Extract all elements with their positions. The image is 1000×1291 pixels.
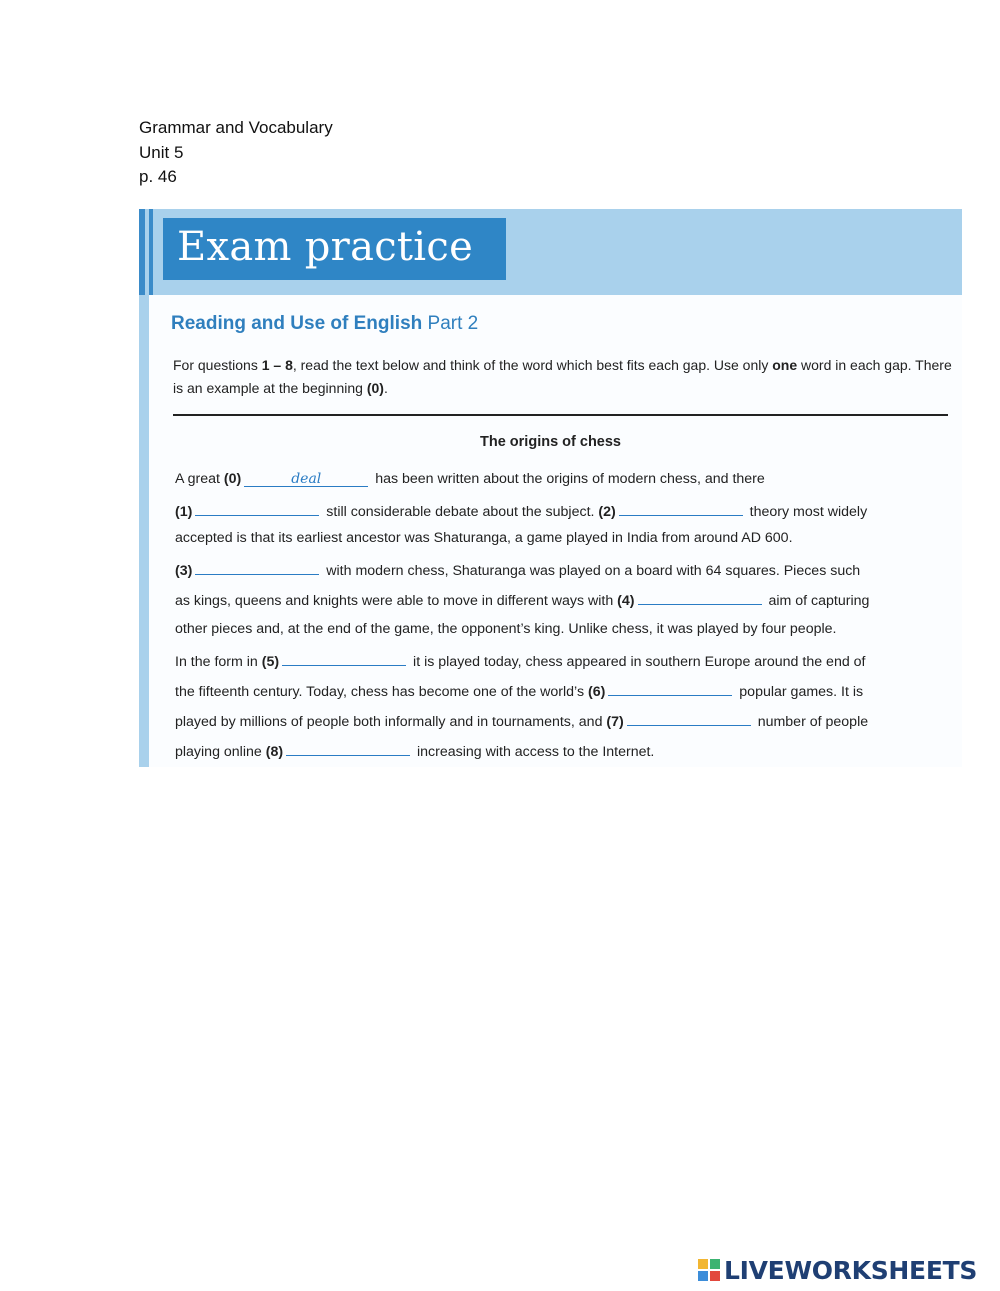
- header-unit: Unit 5: [139, 142, 184, 162]
- textbook-scan: [139, 209, 962, 767]
- example-answer: deal: [244, 472, 368, 487]
- text-span: increasing with access to the Internet.: [413, 744, 655, 760]
- gap-label: (2): [598, 504, 616, 520]
- instr-example: (0): [366, 380, 384, 396]
- banner-stripe: [139, 209, 145, 295]
- header-page: p. 46: [139, 167, 177, 186]
- banner-stripe: [149, 209, 153, 295]
- answer-gap-4[interactable]: [638, 590, 762, 605]
- text-span: A great: [175, 471, 224, 487]
- gap-label: (1): [175, 504, 193, 520]
- banner-box: [163, 218, 506, 280]
- instr-text: word in each gap. There is an example at the beginning: [173, 357, 952, 396]
- gap-label: (7): [606, 714, 624, 730]
- text-title: The origins of chess: [480, 434, 621, 450]
- text-span: it is played today, chess appeared in southern Europe around the end of: [409, 654, 866, 670]
- answer-gap-7[interactable]: [627, 711, 751, 726]
- text-span: In the form in: [175, 654, 262, 670]
- left-strip: [139, 295, 149, 767]
- gap-label: (5): [261, 654, 280, 670]
- text-line: [175, 560, 860, 579]
- divider-rule: [173, 414, 948, 416]
- text-line: [175, 741, 654, 760]
- text-span: has been written about the origins of modern chess, and there: [371, 471, 765, 487]
- instructions: [173, 354, 953, 400]
- banner-band: [139, 209, 962, 295]
- section-title-part: Part 2: [427, 313, 479, 334]
- text-span: with modern chess, Shaturanga was played on a board with 64 squares. Pieces such: [322, 563, 861, 579]
- text-span: popular games. It is: [735, 684, 864, 700]
- instr-text: .: [383, 380, 388, 396]
- text-span: as kings, queens and knights were able to move in different ways with: [175, 593, 618, 609]
- text-line: accepted is that its earliest ancestor was Shaturanga, a game played in India from around AD 600.: [175, 530, 793, 546]
- gap-label: (0): [223, 471, 242, 487]
- text-span: played by millions of people both informally and in tournaments, and: [175, 714, 607, 730]
- text-span: number of people: [753, 714, 869, 730]
- text-line: [175, 711, 868, 730]
- text-span: still considerable debate about the subject.: [322, 504, 599, 520]
- answer-gap-2[interactable]: [619, 501, 743, 516]
- text-line: [175, 501, 867, 520]
- section-title: [171, 313, 478, 335]
- text-span: the fifteenth century. Today, chess has become one of the world’s: [175, 684, 588, 700]
- header-subject: Grammar and Vocabulary: [139, 118, 333, 137]
- logo-squares-icon: [698, 1259, 720, 1281]
- answer-gap-6[interactable]: [608, 681, 732, 696]
- worksheet-header: [139, 116, 333, 190]
- section-title-bold: Reading and Use of English: [171, 313, 423, 334]
- instr-range: 1 – 8: [261, 357, 293, 373]
- text-line: [175, 681, 863, 700]
- gap-label: (8): [265, 744, 284, 760]
- text-line: [175, 471, 765, 487]
- gap-label: (6): [588, 684, 606, 700]
- text-line: other pieces and, at the end of the game, the opponent’s king. Unlike chess, it was played by four people.: [175, 621, 837, 637]
- gap-label: (4): [617, 593, 635, 609]
- text-line: [175, 590, 869, 609]
- banner-title: Exam practice: [177, 224, 474, 270]
- instr-text: , read the text below and think of the word which best fits each gap. Use only: [292, 357, 773, 373]
- answer-gap-1[interactable]: [195, 501, 319, 516]
- answer-gap-5[interactable]: [282, 651, 406, 666]
- instr-one: one: [772, 357, 798, 373]
- text-span: theory most widely: [745, 504, 868, 520]
- text-span: playing online: [175, 744, 266, 760]
- instr-text: For questions: [173, 357, 262, 373]
- answer-gap-8[interactable]: [286, 741, 410, 756]
- gap-label: (3): [175, 563, 193, 579]
- logo-text: LIVEWORKSHEETS: [724, 1256, 978, 1285]
- answer-gap-3[interactable]: [195, 560, 319, 575]
- text-line: [175, 651, 866, 670]
- text-span: aim of capturing: [764, 593, 870, 609]
